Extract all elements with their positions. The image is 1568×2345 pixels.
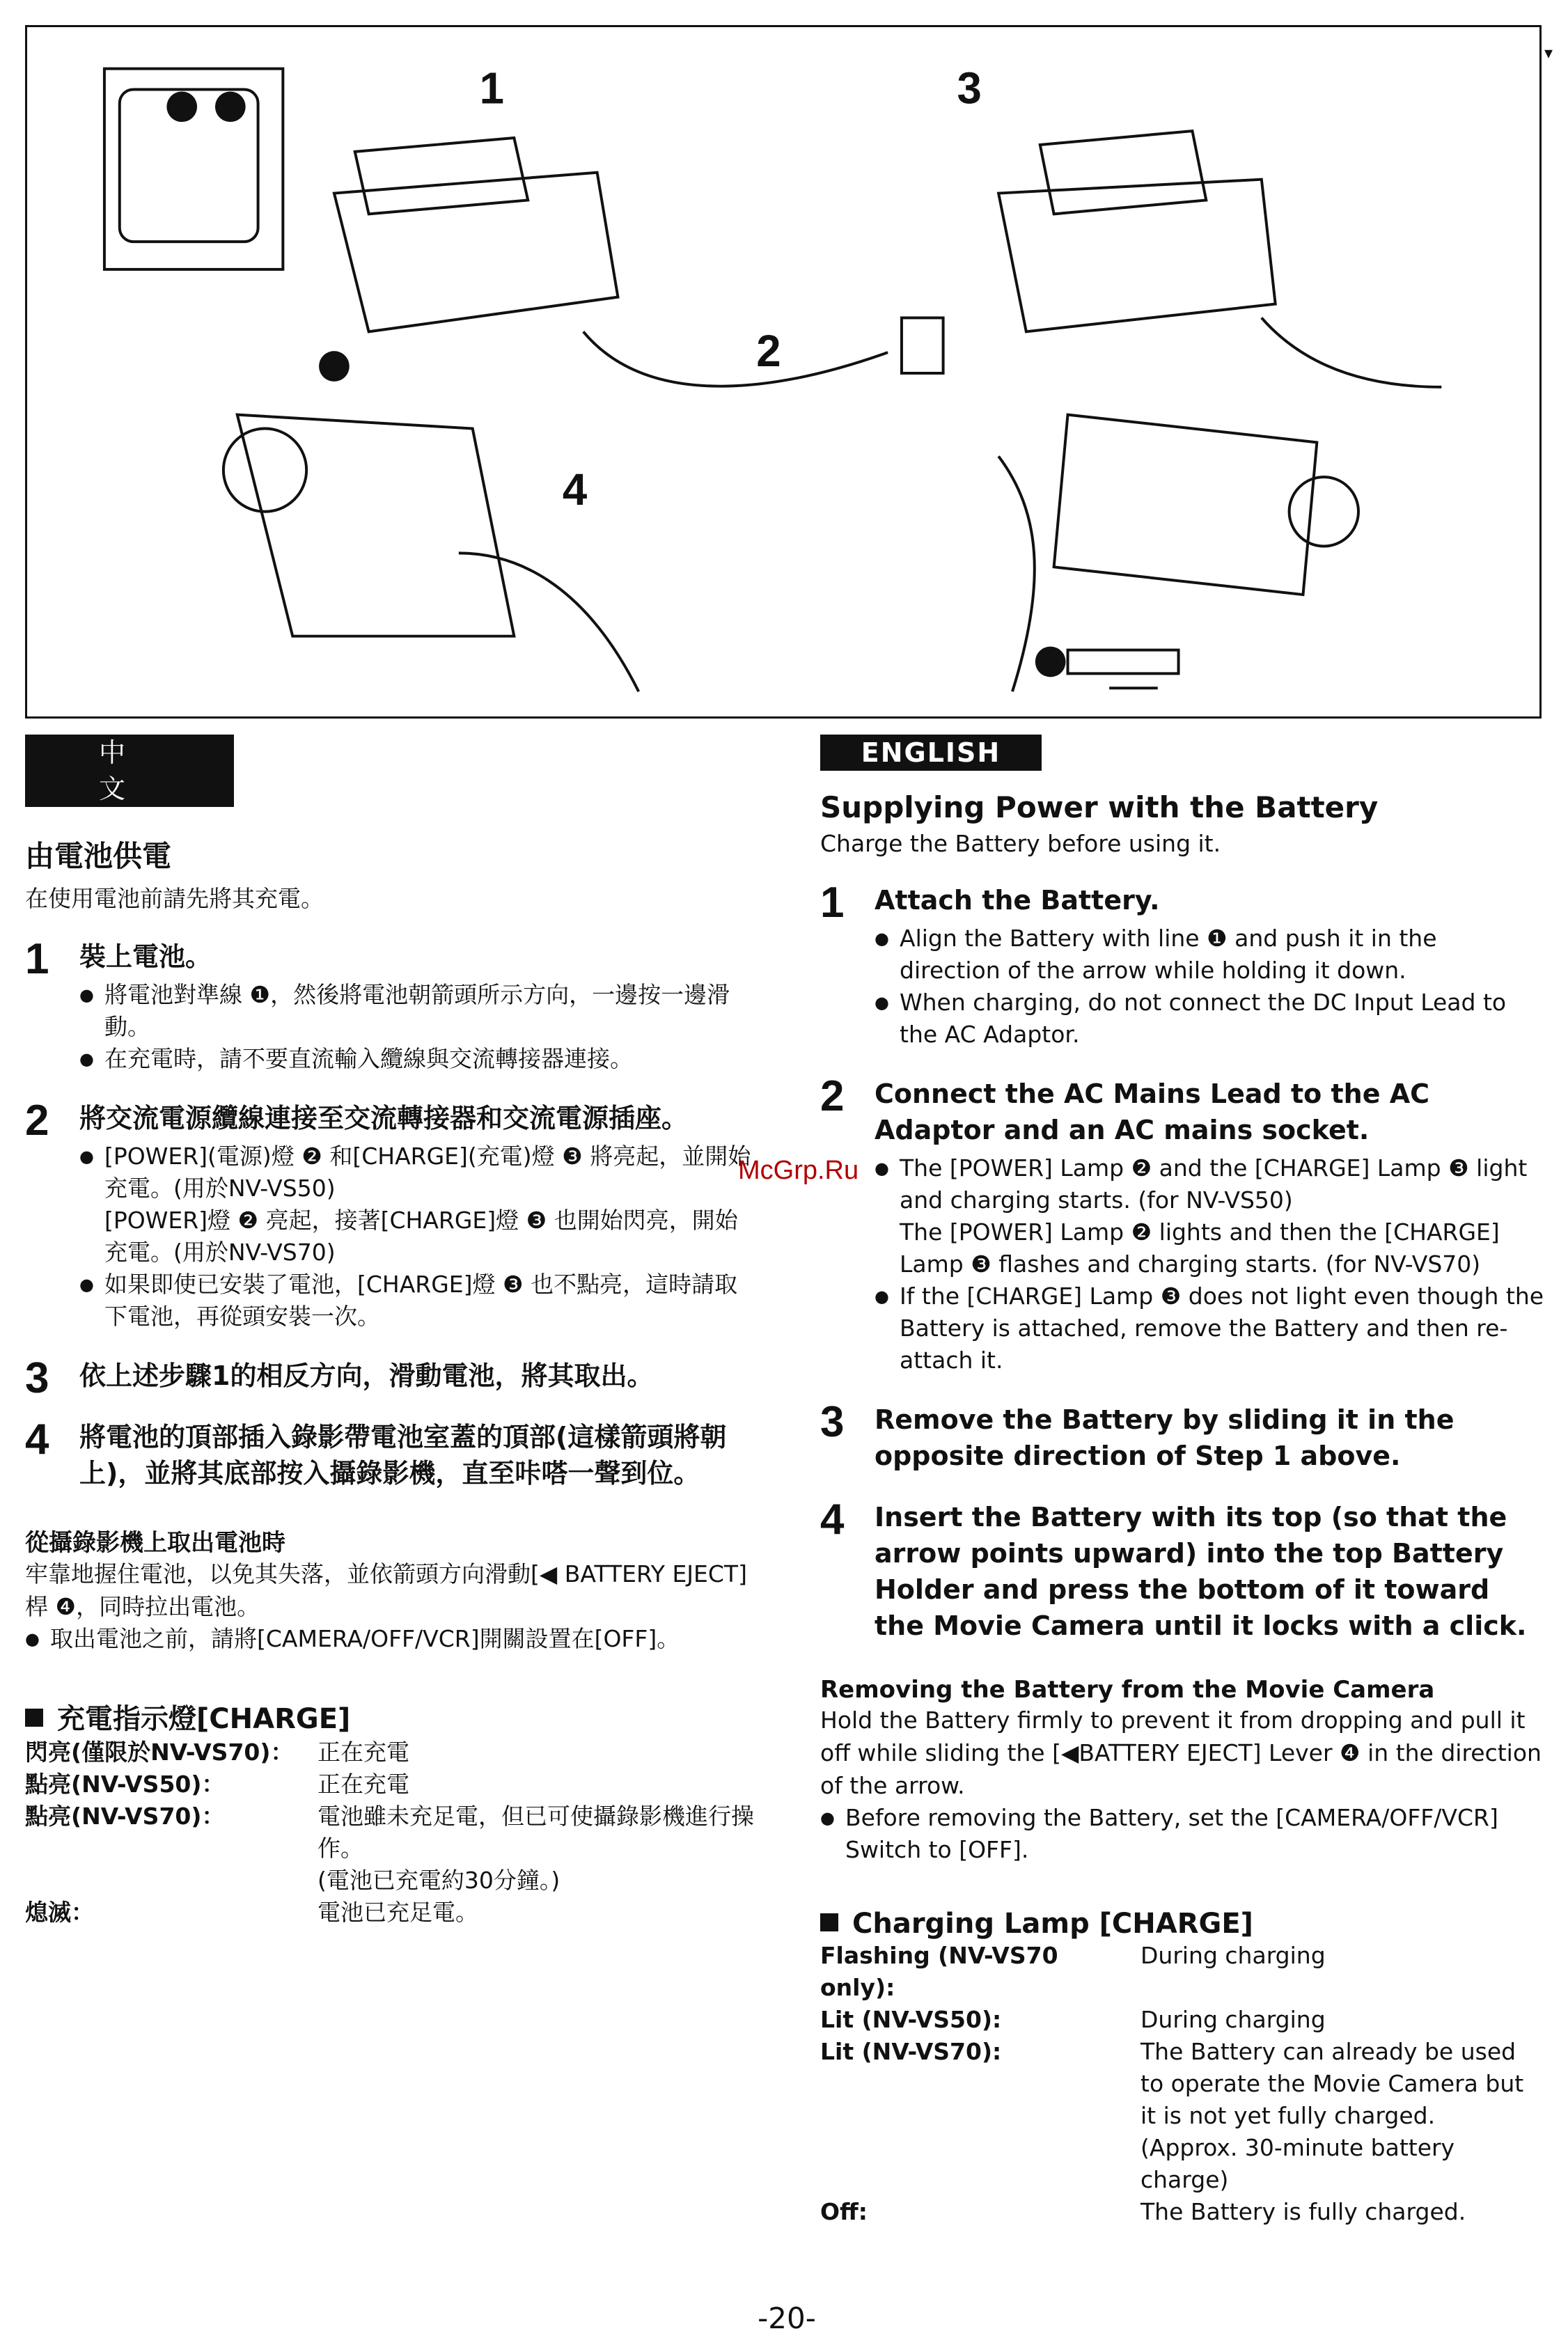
en-step-title: Insert the Battery with its top (so that the arrow points upward) into the top Battery Holder and press the bottom of it toward the Movie Camera until it locks with a click. (875, 1502, 1527, 1641)
zh-lamp-value: 正在充電 (317, 1739, 409, 1766)
illus-label-4: 4 (562, 464, 588, 515)
en-step-bullet: ● When charging, do not connect the DC Input Lead to the AC Adaptor. (875, 987, 1544, 1051)
zh-lamp-row (25, 1897, 756, 1929)
en-title: Supplying Power with the Battery (820, 790, 1379, 824)
en-lamp-value: The Battery can already be used to operate the Movie Camera but it is not yet fully charged. (Approx. 30-minute battery charge) (1140, 2038, 1524, 2193)
zh-lamp-key: 閃亮(僅限於NV-VS70)： (25, 1739, 294, 1766)
en-lamp-title: Charging Lamp [CHARGE] (820, 1908, 1544, 1940)
en-lamp-row (820, 2036, 1544, 2196)
illus-label-2: 2 (756, 327, 781, 377)
en-step-number: 2 (820, 1072, 845, 1120)
zh-lamp-table (25, 1736, 756, 1929)
en-lamp-key: Lit (NV-VS50): (820, 2006, 1002, 2033)
zh-lamp-value: 電池已充足電。 (317, 1899, 478, 1926)
en-step-bullet: The [POWER] Lamp ❷ lights and then the [CHARGE] Lamp ❸ flashes and charging starts. (for NV-VS70) (900, 1218, 1500, 1278)
zh-remove-text: 牢靠地握住電池，以免其失落，並依箭頭方向滑動[◀ BATTERY EJECT]桿 ❹，同時拉出電池。 (25, 1560, 747, 1620)
en-lamp-table (820, 1940, 1544, 2228)
chinese-column (25, 735, 756, 1929)
zh-step-title: 將電池的頂部插入錄影帶電池室蓋的頂部(這樣箭頭將朝上)，並將其底部按入攝錄影機，直至咔嗒一聲到位。 (79, 1422, 727, 1489)
en-lamp-row (820, 2196, 1544, 2228)
english-tab: ENGLISH (820, 735, 1042, 771)
zh-lamp-title: 充電指示燈[CHARGE] (25, 1697, 756, 1736)
zh-step-number: 3 (25, 1354, 49, 1402)
en-subtitle: Charge the Battery before using it. (820, 830, 1221, 857)
en-lamp-row (820, 2004, 1544, 2036)
zh-lamp-row (25, 1801, 756, 1897)
ac-cable (583, 331, 888, 386)
zh-remove-bullet: ● 取出電池之前，請將[CAMERA/OFF/VCR]開關設置在[OFF]。 (25, 1623, 756, 1655)
en-remove-title: Removing the Battery from the Movie Camera (820, 1676, 1435, 1704)
en-step-bullet: ● The [POWER] Lamp ❷ and the [CHARGE] Lamp ❸ light and charging starts. (for NV-VS50) (875, 1152, 1544, 1216)
zh-step-4 (25, 1415, 756, 1491)
en-step-title: Remove the Battery by sliding it in the opposite direction of Step 1 above. (875, 1404, 1455, 1471)
chinese-tab: 中 文 (25, 735, 234, 807)
zh-step-title: 將交流電源纜線連接至交流轉接器和交流電源插座。 (79, 1103, 689, 1134)
en-lamp-key: Off: (820, 2198, 868, 2225)
zh-lamp-value: 正在充電 (317, 1771, 409, 1798)
en-step-1 (820, 879, 1544, 1051)
zh-lamp-row (25, 1736, 756, 1768)
zh-lamp-value: 電池雖未充足電，但已可使攝錄影機進行操作。 (電池已充電約30分鐘。) (317, 1803, 754, 1894)
en-lamp-value: The Battery is fully charged. (1140, 2198, 1466, 2225)
zh-step-1 (25, 935, 756, 1075)
zh-lamp-key: 點亮(NV-VS70)： (25, 1803, 225, 1830)
battery-instruction-illustration (27, 27, 1539, 716)
en-lamp-row (820, 1940, 1544, 2004)
en-step-3 (820, 1398, 1544, 1474)
zh-step-bullet: ● 在充電時，請不要直流輸入纜線與交流轉接器連接。 (79, 1043, 756, 1075)
en-step-title: Connect the AC Mains Lead to the AC Adaptor and an AC mains socket. (875, 1079, 1429, 1145)
en-lamp-key: Flashing (NV-VS70 only): (820, 1942, 1058, 2001)
battery-1 (355, 138, 528, 214)
charger-1 (334, 173, 618, 332)
en-step-title: Attach the Battery. (875, 885, 1160, 916)
en-step-number: 3 (820, 1398, 845, 1446)
en-step-number: 1 (820, 879, 845, 927)
page-number: -20- (758, 2301, 816, 2335)
illus-label-3: 3 (957, 63, 982, 113)
zh-step-bullet: [POWER]燈 ❷ 亮起，接著[CHARGE]燈 ❸ 也開始閃亮，開始充電。(用於NV-VS70) (104, 1207, 738, 1266)
en-step-4 (820, 1496, 1544, 1644)
zh-step-3 (25, 1354, 756, 1402)
en-step-2 (820, 1072, 1544, 1377)
zh-step-title: 裝上電池。 (79, 941, 212, 972)
camera-right (1054, 415, 1317, 595)
zh-steps (25, 935, 756, 1491)
zh-lamp-key: 熄滅： (25, 1899, 94, 1926)
en-lamp-value: During charging (1140, 2006, 1326, 2033)
zh-lamp-key: 點亮(NV-VS50)： (25, 1771, 225, 1798)
illus-label-1: 1 (479, 63, 505, 113)
margin-mark: ▾ (1544, 43, 1553, 63)
camera-left (237, 415, 515, 636)
zh-step-bullet: ● [POWER](電源)燈 ❷ 和[CHARGE](充電)燈 ❸ 將亮起，並開始充電。(用於NV-VS50) (79, 1140, 756, 1205)
en-step-number: 4 (820, 1496, 845, 1544)
zh-subtitle: 在使用電池前請先將其充電。 (25, 885, 324, 912)
en-steps (820, 879, 1544, 1644)
zh-title: 由電池供電 (25, 839, 172, 873)
zh-step-title: 依上述步驟1的相反方向，滑動電池，將其取出。 (79, 1360, 654, 1391)
eject-lever-graphic (1068, 650, 1179, 674)
zh-step-number: 4 (25, 1415, 49, 1464)
watermark: McGrp.Ru (738, 1156, 859, 1185)
zh-step-2 (25, 1097, 756, 1333)
en-step-bullet: ● Align the Battery with line ❶ and push it in the direction of the arrow while holding it down. (875, 923, 1544, 987)
en-step-bullet: ● If the [CHARGE] Lamp ❸ does not light even though the Battery is attached, remove the Battery and then re-attach it. (875, 1280, 1544, 1377)
zh-step-number: 1 (25, 935, 49, 983)
illustration-panel (25, 25, 1542, 719)
zh-lamp-row (25, 1768, 756, 1801)
en-lamp-key: Lit (NV-VS70): (820, 2038, 1002, 2065)
zh-step-bullet: ● 如果即使已安裝了電池，[CHARGE]燈 ❸ 也不點亮，這時請取下電池，再從頭安裝一次。 (79, 1269, 756, 1333)
en-lamp-value: During charging (1140, 1942, 1326, 1969)
zh-remove-title: 從攝錄影機上取出電池時 (25, 1529, 285, 1557)
battery-3 (1040, 131, 1207, 214)
charger-3 (998, 180, 1276, 332)
zh-step-bullet: ● 將電池對準線 ❶，然後將電池朝箭頭所示方向，一邊按一邊滑動。 (79, 979, 756, 1043)
en-remove-text: Hold the Battery firmly to prevent it from dropping and pull it off while sliding the [◀BATTERY EJECT] Lever ❹ in the direction of the arrow. (820, 1707, 1542, 1799)
en-remove-bullet: ● Before removing the Battery, set the [CAMERA/OFF/VCR] Switch to [OFF]. (820, 1802, 1544, 1866)
english-column (820, 735, 1544, 2228)
zh-step-number: 2 (25, 1097, 49, 1145)
